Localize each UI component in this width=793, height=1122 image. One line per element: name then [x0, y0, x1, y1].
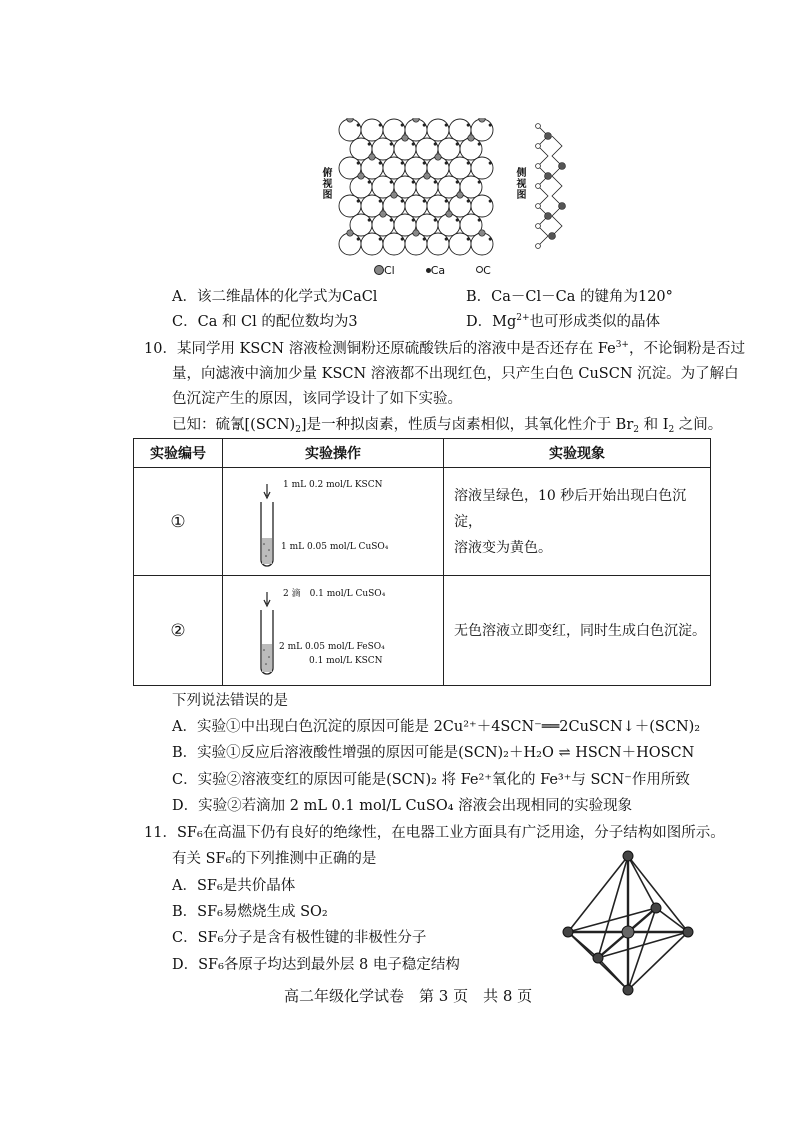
ca-atom — [445, 161, 448, 164]
ca-atom — [445, 123, 448, 126]
lattice-ring — [383, 233, 405, 255]
ca-atom — [478, 142, 481, 145]
cl-atom — [479, 230, 485, 236]
experiment-table — [133, 438, 711, 686]
ca-atom — [423, 123, 426, 126]
ca-atom — [434, 142, 437, 145]
table-row — [134, 468, 711, 576]
ca-atom — [423, 161, 426, 164]
ca-atom — [489, 199, 492, 202]
top-view-lattice — [338, 118, 498, 263]
ca-atom — [357, 161, 360, 164]
q10-option-d: D．实验②若滴加 2 mL 0.1 mol/L CuSO₄ 溶液会出现相同的实验现象 — [172, 798, 633, 814]
reagent-bottom-label-2: 0.1 mol/L KSCN — [309, 656, 383, 666]
lattice-ring — [449, 157, 471, 179]
q10-option-b: B．实验①反应后溶液酸性增强的原因可能是(SCN)₂＋H₂O ⇌ HSCN＋HOSCN — [172, 745, 695, 761]
ca-atom — [467, 123, 470, 126]
ca-atom — [379, 123, 382, 126]
ca-atom — [368, 142, 371, 145]
ca-atom — [412, 142, 415, 145]
cl-atom — [413, 118, 419, 122]
cl-atom — [435, 154, 441, 160]
ca-atom — [412, 218, 415, 221]
reagent-top-label: 2 滴 0.1 mol/L CuSO₄ — [283, 589, 386, 599]
lattice-ring — [405, 195, 427, 217]
exp-number-1: ① — [134, 468, 223, 576]
q10-line-1: 10．某同学用 KSCN 溶液检测铜粉还原硫酸铁后的溶液中是否还存在 $Fe^{3+}$，不论铜粉是否过 — [144, 340, 745, 357]
ca-atom — [489, 237, 492, 240]
ca-atom — [423, 199, 426, 202]
exp-operation-1 — [223, 468, 444, 576]
lattice-ring — [449, 233, 471, 255]
q11-line-1: 11．SF₆在高温下仍有良好的绝缘性，在电器工业方面具有广泛用途，分子结构如图所示。 — [144, 825, 725, 841]
cl-legend-icon — [374, 265, 384, 275]
crystal-lattice-figure — [300, 112, 580, 282]
ca-atom — [467, 161, 470, 164]
q9-option-d: D．$Mg^{2+}$也可形成类似的晶体 — [466, 313, 661, 330]
ca-atom — [456, 180, 459, 183]
ca-atom — [445, 199, 448, 202]
q10-option-a: A．实验①中出现白色沉淀的原因可能是 2Cu²⁺＋4SCN⁻══2CuSCN↓＋(SCN)₂ — [172, 719, 701, 735]
ca-atom — [412, 180, 415, 183]
exp-phenomenon-2: 无色溶液立即变红，同时生成白色沉淀。 — [444, 576, 711, 686]
header-exp-phenomenon: 实验现象 — [444, 439, 711, 468]
q11-option-b: B．SF₆易燃烧生成 SO₂ — [172, 904, 328, 920]
ca-atom — [401, 199, 404, 202]
cl-atom — [424, 173, 430, 179]
ca-atom — [445, 237, 448, 240]
table-row — [134, 576, 711, 686]
ca-atom — [368, 218, 371, 221]
ca-legend-label: Ca — [430, 264, 446, 277]
lattice-legend — [374, 264, 491, 277]
ca-atom — [368, 180, 371, 183]
reagent-top-label: 1 mL 0.2 mol/L KSCN — [283, 480, 383, 490]
cl-atom — [391, 192, 397, 198]
top-view-label: 俯视图 — [320, 167, 331, 200]
side-view-chain — [528, 116, 568, 261]
cl-atom — [358, 173, 364, 179]
ca-atom — [379, 237, 382, 240]
q9-option-b: B．Ca－Cl－Ca 的键角为120° — [466, 289, 673, 305]
q10-option-c: C．实验②溶液变红的原因可能是(SCN)₂ 将 Fe²⁺氧化的 Fe³⁺与 SCN⁻作用所致 — [172, 772, 690, 788]
ca-atom — [434, 180, 437, 183]
sf6-octahedron-figure — [556, 848, 706, 998]
lattice-ring — [427, 119, 449, 141]
ca-atom — [379, 161, 382, 164]
header-exp-number: 实验编号 — [134, 439, 223, 468]
cl-atom — [468, 135, 474, 141]
ca-atom — [423, 237, 426, 240]
ca-atom — [456, 218, 459, 221]
q10-known-line: 已知：硫氰$[(SCN)_2]$是一种拟卤素，性质与卤素相似，其氧化性介于 $Br_2$ 和 $I_2$ 之间。 — [172, 417, 723, 435]
ca-atom — [489, 161, 492, 164]
exp-operation-2 — [223, 576, 444, 686]
cl-atom — [402, 135, 408, 141]
ca-atom — [478, 180, 481, 183]
exp-number-2: ② — [134, 576, 223, 686]
ca-atom — [478, 218, 481, 221]
q11-option-a: A．SF₆是共价晶体 — [172, 878, 296, 894]
lattice-ring — [427, 233, 449, 255]
side-view-label: 侧视图 — [514, 167, 525, 200]
lattice-ring — [471, 157, 493, 179]
cl-atom — [347, 230, 353, 236]
q11-line-2: 有关 SF₆的下列推测中正确的是 — [172, 851, 377, 867]
q9-option-c: C．Ca 和 Cl 的配位数均为3 — [172, 314, 358, 330]
lattice-ring — [339, 195, 361, 217]
cl-legend-label: Cl — [384, 264, 395, 277]
c-legend-label: C — [483, 264, 491, 277]
ca-atom — [357, 123, 360, 126]
q10-line-2: 量，向滤液中滴加少量 KSCN 溶液都不出现红色，只产生白色 CuSCN 沉淀。为了解白 — [172, 366, 739, 382]
reagent-bottom-label: 1 mL 0.05 mol/L CuSO₄ — [281, 542, 389, 552]
q9-option-a: A．该二维晶体的化学式为CaCl — [172, 289, 378, 305]
cl-atom — [380, 211, 386, 217]
ca-atom — [379, 199, 382, 202]
lattice-ring — [471, 195, 493, 217]
ca-atom — [489, 123, 492, 126]
reagent-bottom-label: 2 mL 0.05 mol/L FeSO₄ — [279, 642, 385, 652]
ca-atom — [467, 237, 470, 240]
table-header-row — [134, 439, 711, 468]
ca-atom — [401, 237, 404, 240]
lattice-ring — [361, 119, 383, 141]
ca-atom — [390, 218, 393, 221]
q10-stem: 下列说法错误的是 — [172, 693, 288, 709]
ca-atom — [390, 180, 393, 183]
ca-atom — [390, 142, 393, 145]
ca-atom — [434, 218, 437, 221]
q11-option-d: D．SF₆各原子均达到最外层 8 电子稳定结构 — [172, 957, 460, 973]
lattice-ring — [383, 157, 405, 179]
ca-atom — [456, 142, 459, 145]
ca-atom — [401, 123, 404, 126]
q10-line-3: 色沉淀产生的原因，该同学设计了如下实验。 — [172, 391, 462, 407]
ca-atom — [357, 199, 360, 202]
ca-atom — [467, 199, 470, 202]
q11-option-c: C．SF₆分子是含有极性键的非极性分子 — [172, 930, 427, 946]
ca-atom — [357, 237, 360, 240]
page-footer: 高二年级化学试卷 第 3 页 共 8 页 — [284, 987, 533, 1005]
cl-atom — [347, 118, 353, 122]
cl-atom — [446, 211, 452, 217]
cl-atom — [369, 154, 375, 160]
header-exp-operation: 实验操作 — [223, 439, 444, 468]
cl-atom — [479, 118, 485, 122]
cl-atom — [457, 192, 463, 198]
exp-phenomenon-1: 溶液呈绿色，10 秒后开始出现白色沉淀， 溶液变为黄色。 — [444, 468, 711, 576]
lattice-ring — [361, 233, 383, 255]
cl-atom — [413, 230, 419, 236]
ca-atom — [401, 161, 404, 164]
